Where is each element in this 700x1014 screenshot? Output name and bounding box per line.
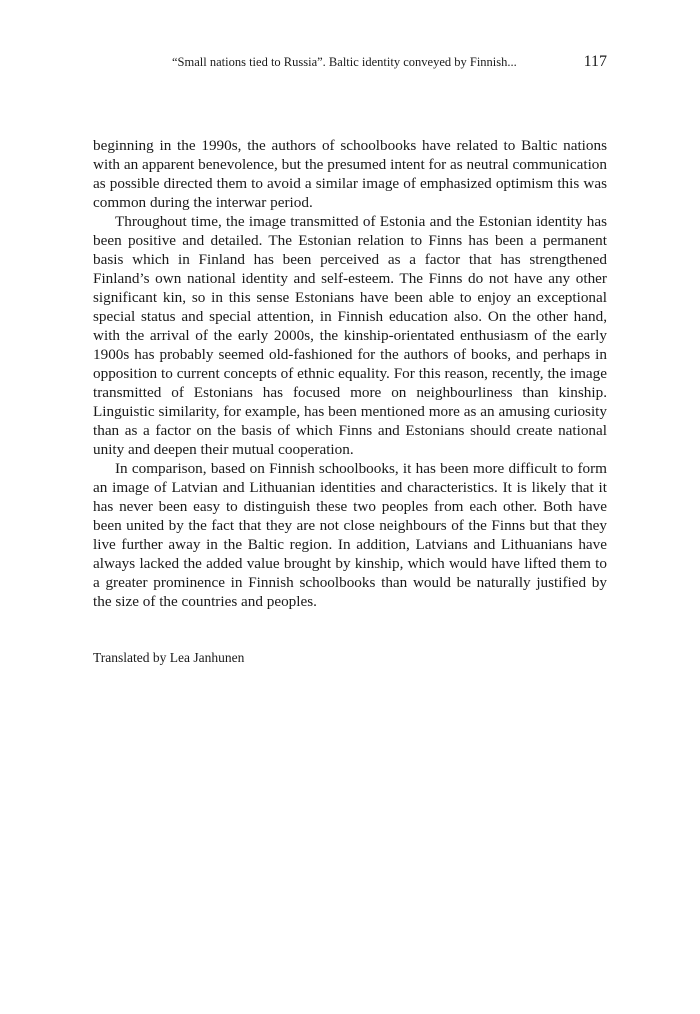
- translator-credit: Translated by Lea Janhunen: [93, 650, 245, 665]
- paragraph-continued: beginning in the 1990s, the authors of schoolbooks have related to Baltic nations with an apparent benevolence, but the presumed intent for as neutral communication as possible directed them to avoid a similar image of emphasized optimism this was common during the interwar period.: [93, 137, 607, 211]
- running-head: “Small nations tied to Russia”. Baltic identity conveyed by Finnish...: [172, 55, 517, 69]
- paragraph-estonia: Throughout time, the image transmitted of Estonia and the Estonian identity has been positive and detailed. The Estonian relation to Finns has been a permanent basis which in Finland has been perceived as a factor that has strengthened Finland’s own national identity and self-esteem. The Finns do not have any other significant kin, so in this sense Estonians have been able to enjoy an exceptional special status and special attention, in Finnish education also. On the other hand, with the arrival of the early 2000s, the kinship-orientated enthusiasm of the early 1900s has probably seemed old-fashioned for the authors of books, and perhaps in opposition to current concepts of ethnic equality. For this reason, recently, the image transmitted of Estonians has focused more on neighbourliness than kinship. Linguistic similarity, for example, has been mentioned more as an amusing curiosity than as a factor on the basis of which Finns and Estonians should create national unity and deepen their mutual cooperation.: [93, 213, 607, 458]
- page-number: 117: [583, 53, 607, 70]
- paragraph-latvia-lithuania: In comparison, based on Finnish schoolbooks, it has been more difficult to form an image of Latvian and Lithuanian identities and characteristics. It is likely that it has never been easy to distinguish these two peoples from each other. Both have been united by the fact that they are not close neighbours of the Finns but that they live further away in the Baltic region. In addition, Latvians and Lithuanians have always lacked the added value brought by kinship, which would have lifted them to a greater prominence in Finnish schoolbooks than would be naturally justified by the size of the countries and peoples.: [93, 460, 607, 610]
- body-text: [93, 136, 607, 611]
